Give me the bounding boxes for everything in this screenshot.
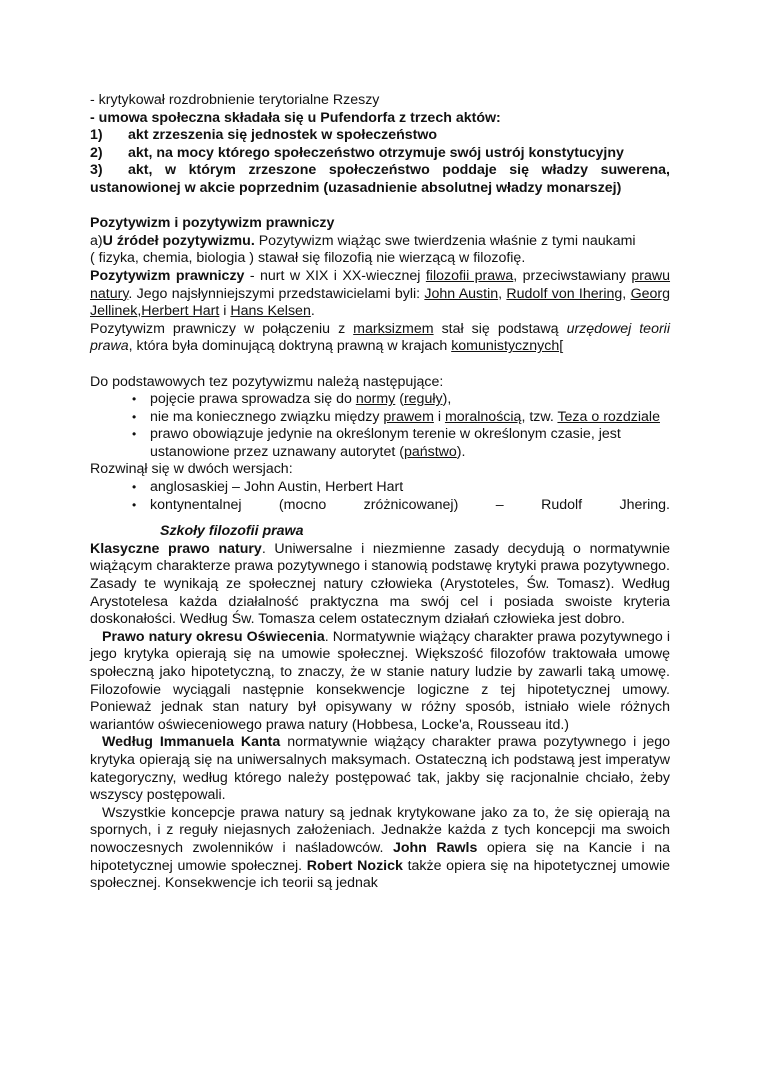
list-item: • anglosaskiej – John Austin, Herbert Hart (132, 479, 670, 497)
link-hans-kelsen[interactable]: Hans Kelsen (230, 303, 311, 320)
a-line-2: ( fizyka, chemia, biologia ) stawał się filozofią nie wierzącą w filozofię. (90, 250, 526, 267)
mx-text-1: Pozytywizm prawniczy w połączeniu z (90, 320, 354, 337)
b2-text-2: i (433, 408, 445, 425)
act-2-text: akt, na mocy którego społeczeństwo otrzymuje swój ustrój konstytucyjny (128, 144, 624, 161)
act-2 (90, 145, 670, 163)
p3-text: normatywnie wiążący charakter prawa pozytywnego i jego krytyka opierają się na uniwersalnych maksymach. Ostateczną ich podstawą jest imperatyw kategoryczny, według którego należy postępować tak, jakby się racjonalnie chciało, żeby wszyscy postępowali. (90, 734, 670, 804)
sep-3: , (137, 303, 142, 320)
document-page (90, 92, 670, 893)
b2-text-1: nie ma koniecznego związku między (150, 408, 384, 425)
positivism-a-paragraph (90, 233, 670, 251)
legal-positivism-paragraph (90, 268, 670, 321)
link-komunistycznych[interactable]: komunistycznych[ (451, 338, 564, 355)
list-item (132, 391, 670, 409)
b1-text-3: ), (442, 391, 452, 408)
a-prefix: a) (90, 232, 103, 249)
mx-text-3: , która była dominującą doktryną prawną w krajach (128, 338, 452, 355)
p4-text-3: także opiera się na hipotetycznej umowie społecznej. Konsekwencje ich teorii są jednak (90, 857, 670, 892)
act-2-number: 2) (90, 144, 103, 161)
act-1-number: 1) (90, 127, 103, 144)
b1-text-2: ( (395, 391, 404, 408)
act-1 (90, 127, 670, 145)
sep-2: , (622, 285, 631, 302)
link-panstwo[interactable]: państwo (403, 443, 457, 460)
versions-list (90, 479, 670, 514)
list-item (132, 426, 670, 461)
positivism-heading: Pozytywizm i pozytywizm prawniczy (90, 215, 335, 232)
mx-text-2: stał się podstawą (433, 320, 567, 337)
link-prawem[interactable]: prawem (383, 408, 434, 425)
intro-line-2: - umowa społeczna składała się u Pufendorfa z trzech aktów: (90, 109, 501, 126)
link-prawo-natury[interactable]: prawu natury (90, 267, 671, 302)
b1-text-1: pojęcie prawa sprowadza się do (150, 391, 356, 408)
link-john-austin[interactable]: John Austin (424, 285, 499, 302)
list-item: • kontynentalnej (mocno zróżnicowanej) – Rudolf Jhering. (132, 497, 670, 515)
act-3 (90, 162, 670, 197)
link-normy[interactable]: normy (355, 391, 396, 408)
sep-1: , (498, 285, 507, 302)
link-moralnoscia[interactable]: moralnością (444, 408, 522, 425)
link-rudolf-von-ihering[interactable]: Rudolf von Ihering (506, 285, 623, 302)
link-marksizm[interactable]: marksizmem (353, 320, 434, 337)
schools-heading: Szkoły filozofii prawa (160, 523, 304, 540)
theses-list (90, 391, 670, 461)
marxism-paragraph (90, 321, 670, 356)
p1-text: . Uniwersalne i niezmienne zasady decydują o normatywnie wiążącym charakterze prawa pozytywnego i stanowią podstawę krytyki prawa pozytywnego. Zasady te wynikają ze społecznej natury człowieka (Arystoteles, Św. Tomasz). Według Arystotelesa każda działalność praktyczna ma swój cel i posiada swoiste kryteria doskonałości. Według Św. Tomasza celem ostatecznym działań człowieka jest dobro. (90, 540, 670, 628)
official-theory-term: urzędowej teorii prawa (90, 320, 670, 355)
link-herbert-hart[interactable]: Herbert Hart (141, 303, 220, 320)
john-rawls-name: John Rawls (392, 839, 478, 856)
p2-text: . Normatywnie wiążący charakter prawa pozytywnego i jego krytyka opierają się na umowie społecznej. Większość filozofów traktowała umowę społeczną jako hipotetyczną, to znaczy, że w stanie natury ludzie by zawarli taką umowę. Filozofowie wyciągali następnie konsekwencje logiczne z tej hipotetycznej umowy. Ponieważ jednak stan natury był opisywany w różny sposób, istniało wiele różnych wariantów oświeceniowego prawa natury (Hobbesa, Locke'a, Rousseau itd.) (90, 628, 670, 733)
act-1-text: akt zrzeszenia się jednostek w społeczeństwo (128, 127, 438, 144)
act-3-number: 3) (90, 162, 103, 179)
b2-text-3: , tzw. (521, 408, 558, 425)
link-teza-o-rozdziale[interactable]: Teza o rozdziale (557, 408, 660, 425)
p4-text-1: Wszystkie koncepcje prawa natury są jednak krytykowane jako za to, że się opierają na spornych, i z reguły niejasnych założeniach. Jednakże każda z tych koncepcji ma swoich nowoczesnych zwolenników i naśladowców. (90, 804, 670, 856)
robert-nozick-name: Robert Nozick (306, 857, 403, 874)
pp-text-1: - nurt w XIX i XX-wiecznej (244, 267, 426, 284)
criticism-paragraph (90, 805, 670, 893)
act-3-text: akt, w którym zrzeszone społeczeństwo poddaje się władzy suwerena, ustanowionej w akcie poprzednim (uzasadnienie absolutnej władzy monarszej) (90, 162, 670, 196)
sep-4: i (219, 303, 231, 320)
a-bold-title: U źródeł pozytywizmu. (102, 232, 255, 249)
p4-text-2: opiera się na Kancie i na hipotetycznej umowie społecznej. (90, 839, 670, 874)
intro-line-1: - krytykował rozdrobnienie terytorialne Rzeszy (90, 92, 380, 108)
b3-text-1: prawo obowiązuje jedynie na określonym terenie w określonym czasie, jest ustanowione przez uznawany autorytet ( (150, 426, 621, 460)
enlightenment-term: Prawo natury okresu Oświecenia (102, 628, 325, 645)
b3-text-2: ). (456, 443, 466, 460)
list-item (132, 409, 670, 427)
link-reguly[interactable]: reguły (403, 391, 443, 408)
link-georg-jellinek[interactable]: Georg Jellinek (90, 285, 670, 320)
legal-positivism-term: Pozytywizm prawniczy (90, 267, 245, 284)
enlightenment-paragraph (90, 629, 670, 735)
pp-text-2: , przeciwstawiany (513, 267, 632, 284)
kant-paragraph (90, 734, 670, 804)
classical-natural-law-paragraph (90, 541, 670, 629)
pp-text-3: . Jego najsłynniejszymi przedstawicielami byli: (128, 285, 425, 302)
theses-intro: Do podstawowych tez pozytywizmu należą następujące: (90, 373, 444, 390)
kant-term: Według Immanuela Kanta (102, 734, 281, 751)
versions-intro: Rozwinął się w dwóch wersjach: (90, 461, 293, 478)
end-1: . (310, 303, 315, 320)
a-text: Pozytywizm wiążąc swe twierdzenia właśnie z tymi naukami (254, 232, 636, 249)
link-filozofia-prawa[interactable]: filozofii prawa (425, 267, 514, 284)
classical-natural-law-term: Klasyczne prawo natury (90, 540, 262, 557)
